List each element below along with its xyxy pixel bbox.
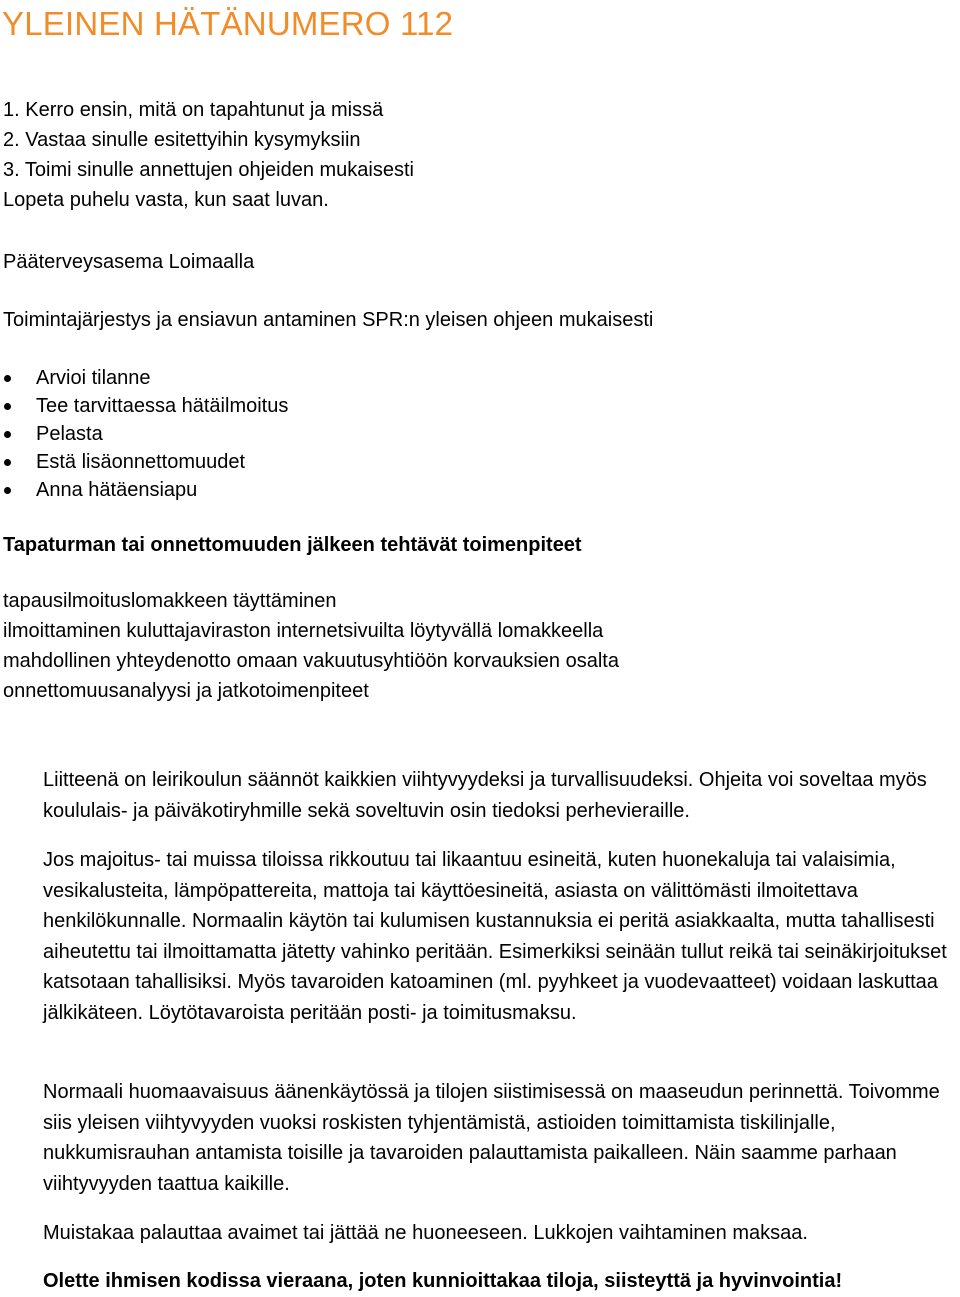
list-item-text: Pelasta — [36, 423, 103, 445]
list-item — [0, 420, 288, 448]
emergency-steps — [3, 95, 414, 215]
bullet-icon — [4, 403, 11, 410]
bullet-icon — [4, 487, 11, 494]
damage-policy: Jos majoitus- tai muissa tiloissa rikkoutuu tai likaantuu esineitä, kuten huonekaluja tai valaisimia, vesikalusteita, lämpöpattereita, mattoja tai käyttöesineitä, asiasta on välittömästi ilmoitettava henkilökunnalle. Normaalin käytön tai kulumisen kustannuksia ei peritä asiakkaalta, mutta tahallisesti aiheutettu tai ilmoittamatta jätetty vahinko peritään. Esimerkiksi seinään tullut reikä tai seinäkirjoitukset katsotaan tahallisiksi. Myös tavaroiden katoaminen (ml. pyyhkeet ja vuodevaatteet) voidaan laskuttaa jälkikäteen. Löytötavaroista peritään posti- ja toimitusmaksu. — [43, 849, 947, 1024]
accident-action-4: onnettomuusanalyysi ja jatkotoimenpiteet — [3, 680, 369, 702]
emergency-step-1: 1. Kerro ensin, mitä on tapahtunut ja missä — [3, 99, 384, 121]
list-item-text: Anna hätäensiapu — [36, 479, 198, 501]
list-item — [0, 392, 288, 420]
emergency-step-note: Lopeta puhelu vasta, kun saat luvan. — [3, 189, 329, 211]
list-item-text: Arvioi tilanne — [36, 367, 151, 389]
accident-action-3: mahdollinen yhteydenotto omaan vakuutusyhtiöön korvauksien osalta — [3, 650, 619, 672]
bullet-icon — [4, 375, 11, 382]
emergency-step-3: 3. Toimi sinulle annettujen ohjeiden mukaisesti — [3, 159, 414, 181]
accident-actions — [3, 586, 619, 706]
list-item-text: Tee tarvittaessa hätäilmoitus — [36, 395, 289, 417]
keys-reminder: Muistakaa palauttaa avaimet tai jättää ne huoneeseen. Lukkojen vaihtaminen maksaa. — [43, 1222, 808, 1244]
first-aid-list — [0, 364, 288, 504]
health-center: Pääterveysasema Loimaalla — [3, 251, 255, 273]
closing-statement: Olette ihmisen kodissa vieraana, joten kunnioittakaa tiloja, siisteyttä ja hyvinvointia! — [43, 1270, 843, 1292]
accident-action-1: tapausilmoituslomakkeen täyttäminen — [3, 590, 337, 612]
first-aid-heading: Toimintajärjestys ja ensiavun antaminen SPR:n yleisen ohjeen mukaisesti — [3, 309, 654, 331]
list-item — [0, 476, 288, 504]
accident-action-2: ilmoittaminen kuluttajaviraston internetsivuilta löytyvällä lomakkeella — [3, 620, 604, 642]
emergency-step-2: 2. Vastaa sinulle esitettyihin kysymyksiin — [3, 129, 361, 151]
list-item — [0, 364, 288, 392]
courtesy-note: Normaali huomaavaisuus äänenkäytössä ja tilojen siistimisessä on maaseudun perinnettä. Toivomme siis yleisen viihtyvyyden vuoksi roskisten tyhjentämistä, astioiden toimittamista tiskilinjalle, nukkumisrauhan antamista toisille ja tavaroiden palauttamista paikalleen. Näin saamme parhaan viihtyvyyden taattua kaikille. — [43, 1081, 940, 1195]
page-title: YLEINEN HÄTÄNUMERO 112 — [2, 5, 454, 42]
accident-heading: Tapaturman tai onnettomuuden jälkeen tehtävät toimenpiteet — [3, 534, 582, 556]
list-item — [0, 448, 288, 476]
list-item-text: Estä lisäonnettomuudet — [36, 451, 246, 473]
camp-rules-intro: Liitteenä on leirikoulun säännöt kaikkien viihtyvyydeksi ja turvallisuudeksi. Ohjeita voi soveltaa myös koululais- ja päiväkotiryhmille sekä soveltuvin osin tiedoksi perhevieraille. — [43, 769, 927, 822]
bullet-icon — [4, 459, 11, 466]
bullet-icon — [4, 431, 11, 438]
